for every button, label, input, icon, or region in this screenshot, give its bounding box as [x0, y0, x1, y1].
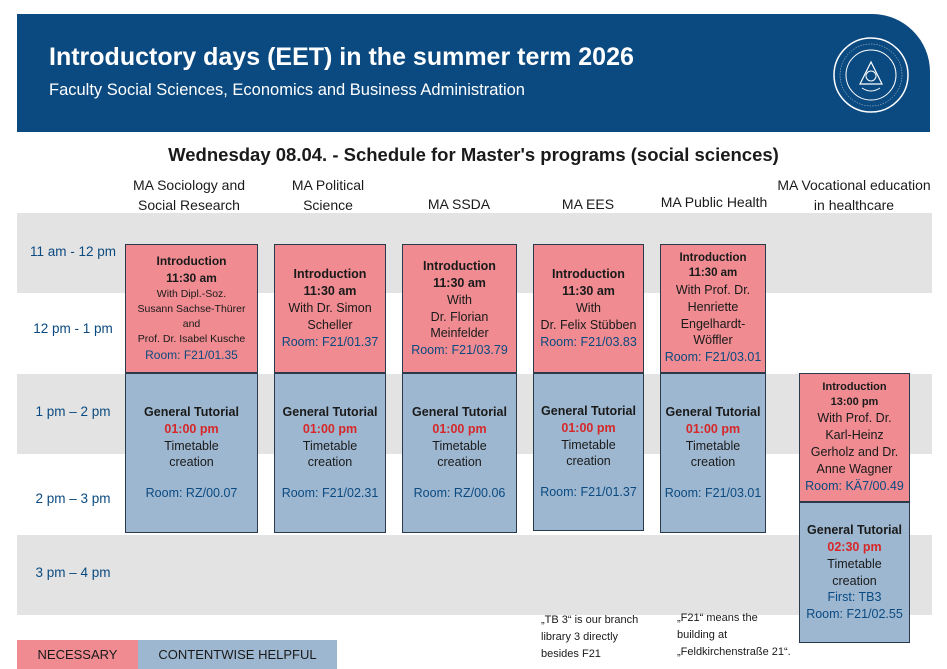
block-title: General Tutorial: [541, 403, 636, 418]
block-text: With Prof. Dr.: [817, 411, 892, 426]
block-text: creation: [169, 455, 214, 470]
block-title: Introduction: [293, 267, 367, 282]
column-header-line: Science: [303, 197, 353, 213]
block-text: Prof. Dr. Isabel Kusche: [137, 332, 246, 345]
block-room: Room: F21/02.31: [281, 486, 379, 501]
block-room: Room: RZ/00.07: [145, 486, 238, 501]
block-text: With: [576, 301, 601, 316]
block-time: 01:00 pm: [164, 421, 219, 436]
block-room: Room: F21/03.83: [540, 334, 637, 349]
block-title: Introduction: [822, 381, 887, 394]
tutorial-block-sociology: [125, 373, 258, 533]
time-label: 12 pm - 1 pm: [33, 321, 113, 336]
note-line: „TB 3“ is our branch: [541, 614, 639, 626]
note-line: building at: [677, 629, 728, 641]
column-header-political: [266, 175, 390, 215]
intro-block-ssda: [402, 244, 517, 373]
column-header-sociology: [118, 175, 260, 215]
block-time: 11:30 am: [562, 284, 615, 299]
intro-block-sociology: [125, 244, 258, 373]
time-label: 3 pm – 4 pm: [35, 565, 111, 580]
block-time: 11:30 am: [688, 267, 738, 280]
block-room: Room: F21/03.79: [411, 343, 508, 358]
column-header-ssda: MA SSDA: [427, 196, 491, 212]
column-header-vocational: [772, 175, 936, 215]
intro-block-ees: [533, 244, 644, 373]
block-time: 11:30 am: [433, 275, 486, 290]
block-text: Anne Wagner: [816, 461, 893, 476]
page-title: Introductory days (EET) in the summer term 2026: [49, 43, 634, 71]
block-title: General Tutorial: [282, 404, 378, 419]
block-text: Timetable: [164, 438, 219, 453]
tutorial-block-ssda: [402, 373, 517, 533]
block-text: With: [447, 292, 472, 307]
intro-block-public-health: [660, 244, 766, 373]
block-text: Gerholz and Dr.: [810, 444, 899, 459]
block-text: Henriette: [687, 299, 739, 314]
tutorial-block-political: [274, 373, 386, 533]
block-text: First: TB3: [827, 590, 882, 605]
note-line: „F21“ means the: [677, 612, 758, 624]
block-title: General Tutorial: [665, 404, 761, 419]
block-text: and: [182, 318, 201, 331]
block-title: General Tutorial: [807, 522, 902, 537]
page-subtitle: Faculty Social Sciences, Economics and Business Administration: [49, 81, 525, 99]
column-header-line: MA Political: [291, 177, 365, 193]
block-room: Room: F21/01.37: [281, 334, 379, 349]
time-label: 2 pm – 3 pm: [35, 491, 111, 506]
block-room: Room: F21/01.37: [540, 485, 637, 500]
intro-block-vocational: [799, 373, 910, 502]
intro-block-political: [274, 244, 386, 373]
block-room: Room: F21/03.01: [664, 350, 762, 365]
block-title: Introduction: [679, 251, 747, 264]
block-time: 01:00 pm: [302, 421, 358, 436]
block-room: Room: RZ/00.06: [413, 486, 506, 501]
column-header-line: MA Sociology and: [132, 177, 246, 193]
block-text: With Prof. Dr.: [675, 282, 751, 297]
block-text: Timetable: [302, 438, 358, 453]
block-text: creation: [690, 455, 736, 470]
note-line: library 3 directly: [541, 631, 619, 643]
note-line: besides F21: [541, 648, 601, 660]
block-title: Introduction: [423, 258, 496, 273]
block-text: Dr. Florian: [430, 309, 489, 324]
block-title: General Tutorial: [412, 404, 507, 419]
tutorial-block-public-health: [660, 373, 766, 533]
block-text: Timetable: [432, 438, 487, 453]
block-room: Room: F21/01.35: [145, 347, 238, 362]
block-text: Timetable: [561, 437, 616, 452]
tutorial-block-ees: [533, 373, 644, 531]
university-seal-icon: [832, 36, 910, 114]
note-line: „Feldkirchenstraße 21“.: [677, 646, 791, 658]
block-room: Room: F21/02.55: [806, 607, 903, 622]
block-text: Karl-Heinz: [825, 428, 884, 443]
block-text: Timetable: [685, 438, 741, 453]
block-text: Wöffler: [693, 333, 733, 348]
block-room: Room: F21/03.01: [664, 486, 762, 501]
block-time: 11:30 am: [166, 271, 217, 286]
column-header-ees: MA EES: [561, 196, 615, 212]
block-time: 01:00 pm: [432, 421, 487, 436]
block-text: Susann Sachse-Thürer: [137, 303, 246, 316]
block-text: creation: [566, 454, 611, 469]
time-label: 11 am - 12 pm: [29, 244, 117, 259]
legend-necessary: NECESSARY: [17, 640, 138, 669]
block-text: Timetable: [827, 556, 882, 571]
block-time: 02:30 pm: [827, 539, 882, 554]
column-header-line: MA Vocational education: [777, 177, 931, 193]
time-label: 1 pm – 2 pm: [35, 404, 111, 419]
block-text: creation: [437, 455, 482, 470]
schedule-heading: Wednesday 08.04. - Schedule for Master's programs (social sciences): [168, 144, 779, 165]
column-header-public-health: MA Public Health: [660, 194, 768, 210]
block-time: 11:30 am: [303, 284, 357, 299]
block-text: Meinfelder: [430, 326, 489, 341]
header-banner: [17, 14, 930, 132]
block-time: 13:00 pm: [830, 396, 879, 409]
block-text: With Dr. Simon: [288, 301, 372, 316]
column-header-line: in healthcare: [813, 197, 895, 213]
block-title: Introduction: [156, 254, 227, 269]
block-text: With Dipl.-Soz.: [156, 288, 227, 301]
block-time: 01:00 pm: [685, 421, 741, 436]
note-tb3: [541, 612, 671, 663]
row-band: [17, 535, 932, 615]
block-time: 01:00 pm: [561, 420, 616, 435]
block-room: Room: KÄ7/00.49: [805, 478, 904, 493]
block-text: Scheller: [307, 317, 353, 332]
block-text: Engelhardt-: [680, 316, 746, 331]
tutorial-block-vocational: [799, 502, 910, 643]
block-text: creation: [832, 573, 877, 588]
note-f21: [677, 610, 802, 661]
legend-contentwise-helpful: CONTENTWISE HELPFUL: [138, 640, 337, 669]
block-title: Introduction: [552, 267, 625, 282]
column-header-line: Social Research: [138, 197, 240, 213]
block-title: General Tutorial: [144, 404, 239, 419]
block-text: Dr. Felix Stübben: [540, 317, 637, 332]
block-text: creation: [307, 455, 353, 470]
